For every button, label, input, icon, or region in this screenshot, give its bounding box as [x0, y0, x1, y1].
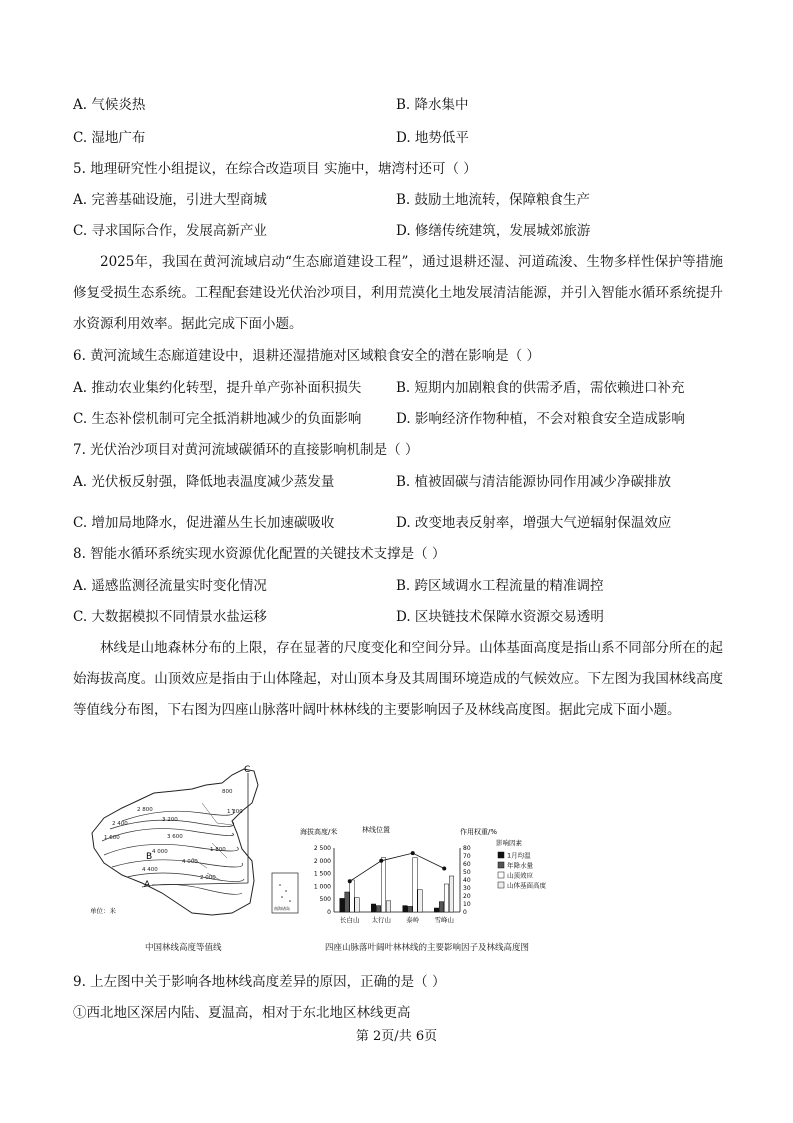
q7-option-a: A. 光伏板反射强，降低地表温度减少蒸发量 [73, 474, 335, 490]
legend-swatch [498, 882, 504, 888]
contour-label: 2 800 [137, 807, 153, 813]
left-tick-label: 1 000 [313, 883, 331, 891]
right-tick-label: 80 [463, 845, 471, 852]
bar-1月均温 [434, 908, 439, 912]
q9-stem: 9. 上左图中关于影响各地林线高度差异的原因，正确的是（ ） [73, 974, 446, 990]
q6-option-a: A. 推动农业集约化转型，提升单产弥补面积损失 [73, 380, 362, 396]
contour-label: 4 000 [182, 859, 198, 865]
bar-山顶效应 [350, 880, 355, 912]
q7-option-c: C. 增加局地降水，促进灌丛生长加速碳吸收 [73, 515, 335, 531]
chart-ylabel-right: 作用权重/% [460, 828, 498, 836]
q7-option-d: D. 改变地表反射率，增强大气逆辐射保温效应 [396, 515, 672, 531]
treeline-point [379, 859, 383, 863]
category-label: 长白山 [340, 916, 360, 924]
left-tick-label: 500 [319, 896, 331, 904]
q4-option-d: D. 地势低平 [396, 130, 469, 146]
contour-label: 800 [222, 789, 233, 795]
left-tick-label: 2 000 [313, 857, 331, 865]
q6-option-d: D. 影响经济作物种植，不会对粮食安全造成影响 [396, 411, 685, 427]
page-footer: 第 2页/共 6页 [355, 1029, 438, 1044]
chart-title: 林线位置 [362, 826, 390, 834]
passage-yellow-river: 2025年，我国在黄河流域启动“生态廊道建设工程”，通过退耕还湿、河道疏浚、生物多样性保护等措施修复受损生态系统。工程配套建设光伏治沙项目，利用荒漠化土地发展清洁能源，并引入智能水循环系统提升水资源利用效率。据此完成下面小题。 [73, 254, 723, 332]
map-unit-label: 单位：米 [90, 907, 116, 915]
left-tick-label: 0 [327, 909, 331, 916]
treeline-point [348, 879, 352, 883]
bar-山顶效应 [444, 884, 449, 912]
legend-swatch [498, 852, 504, 858]
q6-stem: 6. 黄河流域生态廊道建设中，退耕还湿措施对区域粮食安全的潜在影响是（ ） [73, 348, 540, 364]
q5-option-d: D. 修缮传统建筑，发展城郊旅游 [396, 223, 591, 239]
q5-stem: 5. 地理研究性小组提议，在综合改造项目 实施中，塘湾村还可（ ） [73, 161, 477, 177]
contour-label: 1 800 [210, 847, 226, 853]
category-label: 泰岭 [406, 916, 420, 924]
legend-swatch [498, 872, 504, 878]
bar-1月均温 [371, 904, 376, 912]
q4-option-b: B. 降水集中 [396, 97, 469, 113]
q8-stem: 8. 智能水循环系统实现水资源优化配置的关键技术支撑是（ ） [73, 546, 446, 562]
left-tick-label: 2 500 [313, 845, 331, 852]
bar-1月均温 [403, 906, 408, 912]
q6-option-b: B. 短期内加剧粮食的供需矛盾，需依赖进口补充 [396, 380, 685, 396]
inset-label: 南海诸岛 [274, 906, 290, 911]
q6-option-c: C. 生态补偿机制可完全抵消耕地减少的负面影响 [73, 411, 362, 427]
contour-label: 1 200 [227, 809, 243, 815]
q9-statement-1: ①西北地区深居内陆、夏温高，相对于东北地区林线更高 [73, 1005, 411, 1021]
treeline-point [411, 851, 415, 855]
bar-1月均温 [340, 898, 345, 912]
marker-c: C [244, 765, 251, 775]
bar-山体基面高度 [355, 898, 360, 912]
treeline-line [350, 853, 445, 881]
q8-option-b: B. 跨区域调水工程流量的精准调控 [396, 578, 604, 594]
q5-option-a: A. 完善基础设施，引进大型商城 [73, 192, 267, 208]
category-label: 雪峰山 [434, 916, 454, 924]
contour-label: 1 600 [104, 835, 120, 841]
right-tick-label: 30 [463, 885, 471, 892]
left-tick-label: 1 500 [313, 870, 331, 878]
marker-a: A [144, 880, 151, 890]
q8-option-c: C. 大数据模拟不同情景水盐运移 [73, 609, 267, 625]
q4-option-a: A. 气候炎热 [73, 97, 146, 113]
legend-swatch [498, 862, 504, 868]
q5-option-c: C. 寻求国际合作，发展高新产业 [73, 223, 267, 239]
contour-label: 2 400 [112, 821, 128, 827]
right-tick-label: 0 [463, 909, 467, 916]
right-tick-label: 60 [463, 861, 471, 868]
treeline-factor-chart [300, 820, 560, 930]
bar-年降水量 [345, 892, 350, 912]
contour-label: 4 400 [142, 867, 158, 873]
legend-label: 山体基面高度 [507, 881, 546, 890]
marker-b: B [146, 852, 153, 862]
legend-label: 1月均温 [507, 851, 531, 860]
right-tick-label: 70 [463, 853, 471, 860]
chart-ylabel-left: 海拔高度/米 [300, 828, 338, 836]
q8-option-a: A. 遥感监测径流量实时变化情况 [73, 578, 267, 594]
contour-label: 2 000 [200, 875, 216, 881]
right-tick-label: 20 [463, 893, 471, 900]
right-tick-label: 50 [463, 869, 471, 876]
bar-山体基面高度 [386, 901, 391, 912]
q7-option-b: B. 植被固碳与清洁能源协同作用减少净碳排放 [396, 474, 672, 490]
category-label: 太行山 [371, 916, 391, 924]
right-tick-label: 40 [463, 877, 471, 884]
q8-option-d: D. 区块链技术保障水资源交易透明 [396, 609, 604, 625]
bar-年降水量 [408, 906, 413, 912]
bar-山顶效应 [413, 858, 418, 912]
q5-option-b: B. 鼓励土地流转，保障粮食生产 [396, 192, 591, 208]
bar-山体基面高度 [418, 890, 423, 912]
bar-年降水量 [439, 902, 444, 912]
right-tick-label: 10 [463, 901, 471, 908]
contour-label: 3 600 [167, 834, 183, 840]
chart-caption: 四座山脉落叶阔叶林林线的主要影响因子及林线高度图 [325, 943, 530, 953]
legend-label: 山顶效应 [507, 871, 533, 880]
bar-山顶效应 [381, 858, 386, 912]
q4-option-c: C. 湿地广布 [73, 130, 146, 146]
legend-title: 影响因素 [496, 839, 522, 847]
legend-label: 年降水量 [507, 861, 533, 870]
contour-label: 4 000 [152, 849, 168, 855]
passage-treeline: 林线是山地森林分布的上限，存在显著的尺度变化和空间分异。山体基面高度是指山系不同部分所在的起始海拔高度。山顶效应是指由于山体隆起，对山顶本身及其周围环境造成的气候效应。下左图为我国林线高度等值线分布图，下右图为四座山脉落叶阔叶林林线的主要影响因子及林线高度图。据此完成下面小题。 [73, 640, 723, 718]
map-caption: 中国林线高度等值线 [145, 943, 222, 953]
bar-年降水量 [376, 906, 381, 912]
contour-label: 3 200 [162, 817, 178, 823]
bar-山体基面高度 [449, 876, 454, 912]
treeline-point [442, 866, 446, 870]
q7-stem: 7. 光伏治沙项目对黄河流域碳循环的直接影响机制是（ ） [73, 442, 419, 458]
treeline-contour-map [82, 763, 302, 933]
